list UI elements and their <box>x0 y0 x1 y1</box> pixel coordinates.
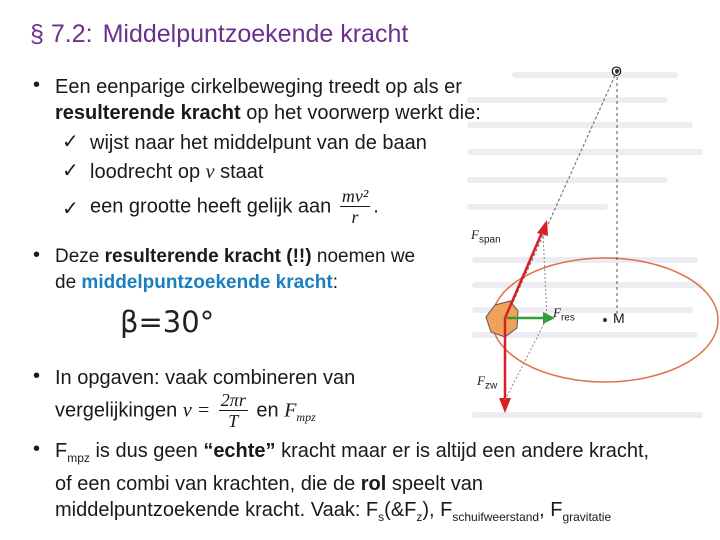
bullet-3: In opgaven: vaak combineren van <box>55 367 356 389</box>
title-text: Middelpuntzoekende kracht <box>102 20 409 48</box>
bullet-dot: • <box>33 74 41 96</box>
slide-title <box>30 20 408 49</box>
check-mark-icon: ✓ <box>62 198 79 220</box>
label-fres: $F_{res}$ <box>553 305 575 324</box>
check-item-1: wijst naar het middelpunt van de baan <box>90 132 427 154</box>
bullet-1: Een eenparige cirkelbeweging treedt op als er resulterende kracht op het voorwerp werkt die: <box>55 76 481 124</box>
section-number: § 7.2: <box>30 20 93 48</box>
bullet-2: Deze resulterende kracht (!!) noemen we de middelpuntzoekende kracht: <box>55 246 416 293</box>
check-item-3: een grootte heeft gelijk aan $\frac{\text{mv²}}{r}$ . <box>90 186 379 227</box>
bullet-dot: • <box>33 244 41 266</box>
formula-mv2-over-r: $\frac{\text{mv²}}{r}$ <box>341 186 369 227</box>
label-fspan: $F_{span}$ <box>471 227 501 246</box>
label-M: M <box>613 310 625 326</box>
fspan-arrow <box>505 230 543 318</box>
check-mark-icon: ✓ <box>62 131 79 153</box>
label-O: O <box>611 63 622 79</box>
bullet-dot: • <box>33 438 41 460</box>
bullet-4: $F_{mpz}$ is dus geen “echte” kracht maar er is altijd een andere kracht, of een combi van krachten, die de rol speelt van middelpuntzoekende kracht. Vaak: $F_s(\&F_z)$, $F_{schuifweerstand}$, $F_{gravitatie}$ <box>55 440 650 524</box>
beta-angle-label: β=30° <box>120 305 215 339</box>
check-mark-icon: ✓ <box>62 160 79 182</box>
bullet-3-formula: vergelijkingen v = $\frac{2\pi r}{T}$ en $F_{mpz}$ <box>55 390 316 431</box>
formula-2pir-over-T: $\frac{2\pi r}{T}$ <box>220 390 246 431</box>
label-fzw: $F_{zw}$ <box>477 373 498 392</box>
bullet-dot: • <box>33 365 41 387</box>
check-item-2: loodrecht op v staat <box>90 161 264 183</box>
